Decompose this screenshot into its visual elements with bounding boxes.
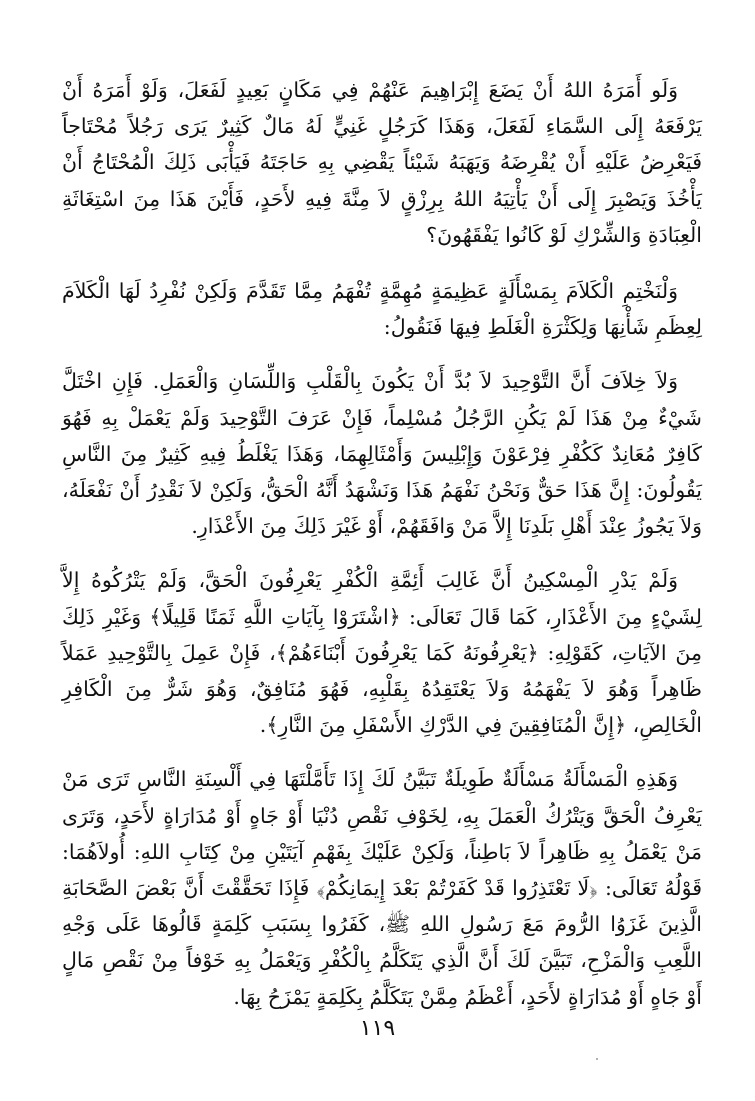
page-number: ١١٩ <box>359 1016 396 1041</box>
scan-speck <box>596 1058 598 1060</box>
paragraph-5: وَهَذِهِ الْمَسْأَلَةُ مَسْأَلَةٌ طَوِيلَةٌ تَبَيَّنُ لَكَ إِذَا تَأَمَّلْتَهَا فِي أَلْسِنَةِ النَّاسِ تَرَى مَنْ يَعْرِفُ الْحَقَّ وَيَتْرُكُ الْعَمَلَ بِهِ، لِخَوْفِ نَقْصِ دُنْيَا أَوْ جَاهٍ أَوْ مُدَارَاةٍ لأَحَدٍ، وَتَرَى مَنْ يَعْمَلُ بِهِ ظَاهِراً لاَ بَاطِناً، وَلَكِنْ عَلَيْكَ بِفَهْمِ آيَتَيْنِ مِنْ كِتَابِ اللهِ: أُولاَهُمَا: قَوْلُهُ تَعَالَى: ﴿لَا تَعْتَذِرُوا قَدْ كَفَرْتُمْ بَعْدَ إِيمَانِكُمْ﴾ فَإِذَا تَحَقَّقْتَ أَنَّ بَعْضَ الصَّحَابَةِ الَّذِينَ غَزَوُا الرُّومَ مَعَ رَسُولِ اللهِ ﷺ، كَفَرُوا بِسَبَبِ كَلِمَةٍ قَالُوهَا عَلَى وَجْهِ اللَّعِبِ وَالْمَزْحِ، تَبَيَّنَ لَكَ أَنَّ الَّذِي يَتَكَلَّمُ بِالْكُفْرِ وَيَعْمَلُ بِهِ خَوْفاً مِنْ نَقْصِ مَالٍ أَوْ جَاهٍ أَوْ مُدَارَاةٍ لأَحَدٍ، أَعْظَمُ مِمَّنْ يَتَكَلَّمُ بِكَلِمَةٍ يَمْزَحُ بِهَا. <box>62 767 702 1009</box>
paragraph-3: وَلاَ خِلاَفَ أَنَّ التَّوْحِيدَ لاَ بُدَّ أَنْ يَكُونَ بِالْقَلْبِ وَاللِّسَانِ وَالْعَمَلِ. فَإِنِ اخْتَلَّ شَيْءٌ مِنْ هَذَا لَمْ يَكُنِ الرَّجُلُ مُسْلِماً، فَإِنْ عَرَفَ التَّوْحِيدَ وَلَمْ يَعْمَلْ بِهِ فَهُوَ كَافِرٌ مُعَانِدٌ كَكُفْرِ فِرْعَوْنَ وَإِبْلِيسَ وَأَمْثَالِهِمَا، وَهَذَا يَغْلَطُ فِيهِ كَثِيرٌ مِنَ النَّاسِ يَقُولُونَ: إِنَّ هَذَا حَقٌّ وَنَحْنُ نَفْهَمُ هَذَا وَنَشْهَدُ أَنَّهُ الْحَقُّ، وَلَكِنْ لاَ نَقْدِرُ أَنْ نَفْعَلَهُ، وَلاَ يَجُوزُ عِنْدَ أَهْلِ بَلَدِنَا إِلاَّ مَنْ وَافَقَهُمْ، أَوْ غَيْرَ ذَلِكَ مِنَ الأَعْذَارِ. <box>62 369 702 539</box>
paragraph-2: وَلْنَخْتِمِ الْكَلاَمَ بِمَسْأَلَةٍ عَظِيمَةٍ مُهِمَّةٍ تُفْهَمُ مِمَّا تَقَدَّمَ وَلَكِنْ نُفْرِدُ لَهَا الْكَلاَمَ لِعِظَمِ شَأْنِهَا وَلِكَثْرَةِ الْغَلَطِ فِيهَا فَنَقُولُ: <box>62 279 702 340</box>
body-text <box>62 72 702 1035</box>
paragraph-4: وَلَمْ يَدْرِ الْمِسْكِينُ أَنَّ غَالِبَ أَئِمَّةِ الْكُفْرِ يَعْرِفُونَ الْحَقَّ، وَلَمْ يَتْرُكُوهُ إِلاَّ لِشَيْءٍ مِنَ الأَعْذَارِ، كَمَا قَالَ تَعَالَى: ﴿اشْتَرَوْا بِآيَاتِ اللَّهِ ثَمَنًا قَلِيلًا﴾ وَغَيْرِ ذَلِكَ مِنَ الآيَاتِ، كَقَوْلِهِ: ﴿يَعْرِفُونَهُ كَمَا يَعْرِفُونَ أَبْنَاءَهُمْ﴾، فَإِنْ عَمِلَ بِالتَّوْحِيدِ عَمَلاً ظَاهِراً وَهُوَ لاَ يَفْهَمُهُ وَلاَ يَعْتَقِدُهُ بِقَلْبِهِ، فَهُوَ مُنَافِقٌ، وَهُوَ شَرٌّ مِنَ الْكَافِرِ الْخَالِصِ، ﴿إِنَّ الْمُنَافِقِينَ فِي الدَّرْكِ الأَسْفَلِ مِنَ النَّارِ﴾. <box>62 568 702 738</box>
paragraph-1: وَلَو أَمَرَهُ اللهُ أَنْ يَضَعَ إِبْرَاهِيمَ عَنْهُمْ فِي مَكَانٍ بَعِيدٍ لَفَعَلَ، وَلَوْ أَمَرَهُ أَنْ يَرْفَعَهُ إِلَى السَّمَاءِ لَفَعَلَ، وَهَذَا كَرَجُلٍ غَنِيٍّ لَهُ مَالٌ كَثِيرٌ يَرَى رَجُلاً مُحْتَاجاً فَيَعْرِضُ عَلَيْهِ أَنْ يُقْرِضَهُ وَيَهَبَهُ شَيْئاً يَقْضِي بِهِ حَاجَتَهُ فَيَأْبَى ذَلِكَ الْمُحْتَاجُ أَنْ يَأْخُذَ وَيَصْبِرَ إِلَى أَنْ يَأْتِيَهُ اللهُ بِرِزْقٍ لاَ مِنَّةَ فِيهِ لأَحَدٍ، فَأَيْنَ هَذَا مِنَ اسْتِغَاثَةِ الْعِبَادَةِ وَالشِّرْكِ لَوْ كَانُوا يَفْقَهُونَ؟ <box>62 78 702 247</box>
